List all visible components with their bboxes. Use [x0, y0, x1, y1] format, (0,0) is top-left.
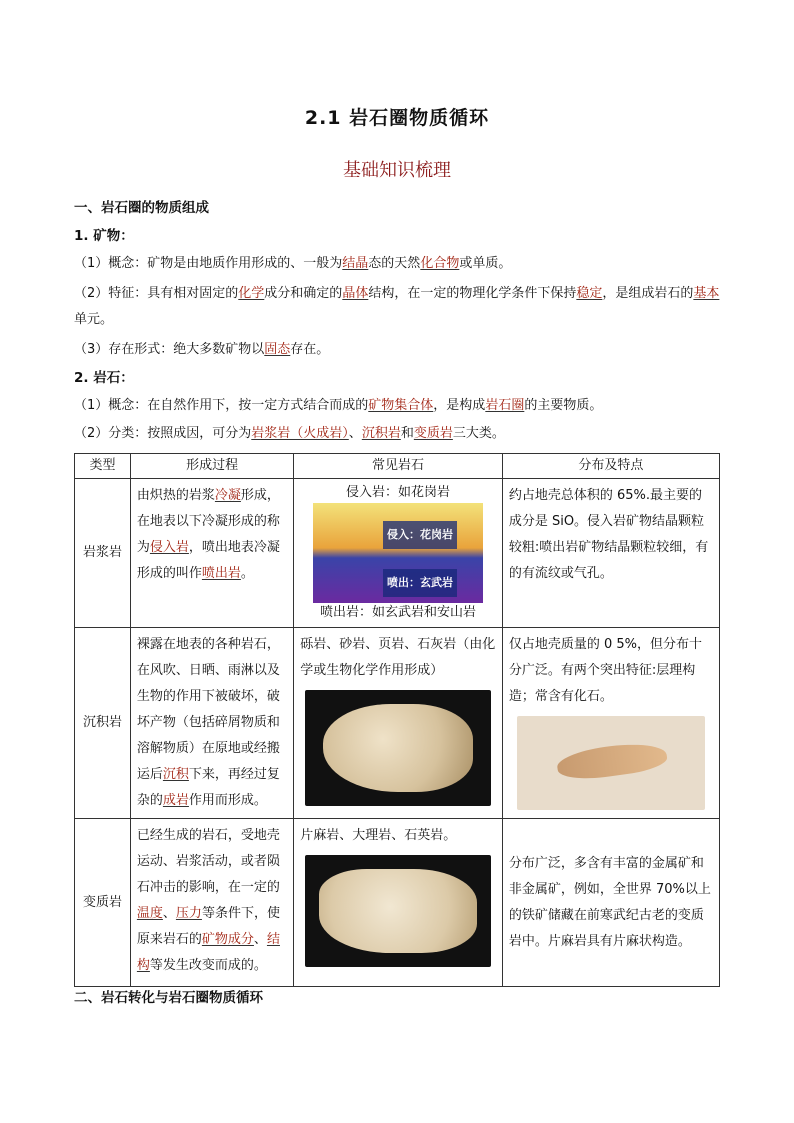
metamorphic-rock-list: 片麻岩、大理岩、石英岩。	[300, 828, 457, 843]
metamorphic-rock-photo	[305, 855, 491, 967]
rocks-metamorphic	[294, 819, 503, 987]
mineral-concept: （1）概念：矿物是由地质作用形成的、一般为结晶态的天然化合物或单质。	[74, 256, 512, 271]
rock-classify: （2）分类：按照成因，可分为岩浆岩（火成岩）、沉积岩和变质岩三大类。	[74, 426, 505, 441]
rocks-igneous	[294, 479, 503, 628]
mineral-heading: 1. 矿物：	[74, 228, 134, 244]
header-rocks: 常见岩石	[294, 454, 503, 479]
caption-intrusive: 侵入岩：如花岗岩	[346, 485, 451, 500]
rocks-sedimentary	[294, 628, 503, 819]
rock-concept: （1）概念：在自然作用下，按一定方式结合而成的矿物集合体，是构成岩石圈的主要物质。	[74, 398, 603, 413]
sedimentary-rock-photo	[305, 690, 491, 806]
rock-heading: 2. 岩石：	[74, 370, 134, 386]
dist-igneous: 约占地壳总体积的 65%.最主要的成分是 SiO。侵入岩矿物结晶颗粒较粗:喷出岩矿物结晶颗粒较细，有的有流纹或气孔。	[502, 479, 719, 628]
art-label-extrusive: 喷出：玄武岩	[383, 569, 457, 597]
process-igneous: 由炽热的岩浆冷凝形成，在地表以下冷凝形成的称为侵入岩，喷出地表冷凝形成的叫作喷出岩。	[130, 479, 293, 628]
igneous-diagram	[313, 503, 483, 603]
fossil-photo	[517, 716, 705, 810]
caption-extrusive: 喷出岩：如玄武岩和安山岩	[320, 605, 477, 620]
table-row	[75, 479, 720, 628]
rock-types-table	[74, 453, 720, 987]
table-row	[75, 819, 720, 987]
table-header-row	[75, 454, 720, 479]
mineral-form: （3）存在形式：绝大多数矿物以固态存在。	[74, 342, 330, 357]
mineral-feature: （2）特征：具有相对固定的化学成分和确定的晶体结构，在一定的物理化学条件下保持稳定，是组成岩石的基本单元。	[74, 286, 720, 327]
section-heading-composition: 一、岩石圈的物质组成	[74, 200, 209, 216]
art-label-intrusive: 侵入：花岗岩	[383, 521, 457, 549]
table-row	[75, 628, 720, 819]
type-igneous: 岩浆岩	[75, 479, 131, 628]
section-heading-cycle: 二、岩石转化与岩石圈物质循环	[74, 990, 263, 1006]
page-title: 2.1 岩石圈物质循环	[304, 107, 490, 129]
dist-sedimentary: 仅占地壳质量的 0 5%，但分布十分广泛。有两个突出特征:层理构造；常含有化石。	[502, 628, 719, 819]
page-subtitle: 基础知识梳理	[343, 160, 451, 181]
header-process: 形成过程	[130, 454, 293, 479]
type-sedimentary: 沉积岩	[75, 628, 131, 819]
type-metamorphic: 变质岩	[75, 819, 131, 987]
sedimentary-rock-list: 砾岩、砂岩、页岩、石灰岩（由化学或生物化学作用形成）	[300, 637, 496, 678]
process-metamorphic: 已经生成的岩石，受地壳运动、岩浆活动，或者陨石冲击的影响，在一定的温度、压力等条件下，使原来岩石的矿物成分、结构等发生改变而成的。	[130, 819, 293, 987]
dist-metamorphic: 分布广泛，多含有丰富的金属矿和非金属矿，例如，全世界 70%以上的铁矿储藏在前寒武纪古老的变质岩中。片麻岩具有片麻状构造。	[502, 819, 719, 987]
header-type: 类型	[75, 454, 131, 479]
header-distribution: 分布及特点	[502, 454, 719, 479]
process-sedimentary: 裸露在地表的各种岩石，在风吹、日晒、雨淋以及生物的作用下被破坏，破坏产物（包括碎屑物质和溶解物质）在原地或经搬运后沉积下来，再经过复杂的成岩作用而形成。	[130, 628, 293, 819]
